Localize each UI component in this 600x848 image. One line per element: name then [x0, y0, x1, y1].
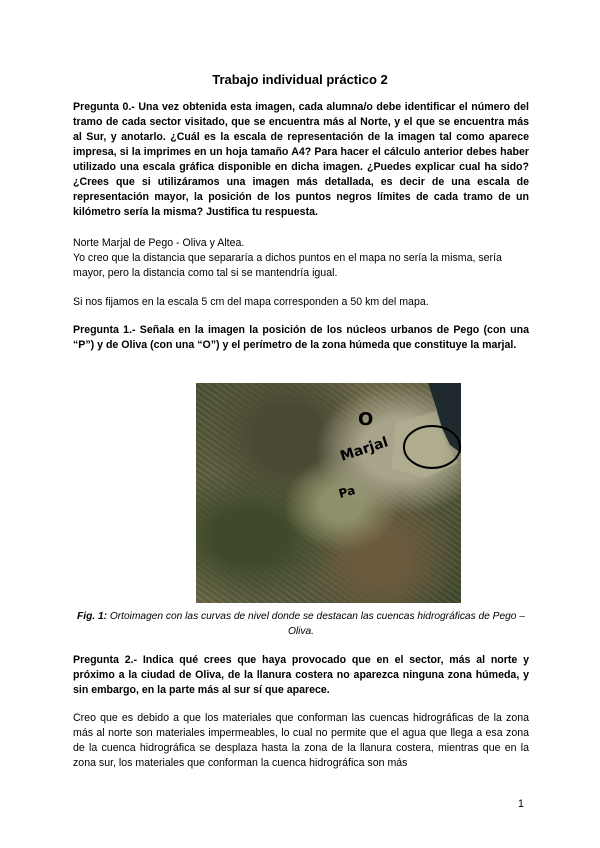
orthoimage-map	[196, 383, 461, 603]
document-title: Trabajo individual práctico 2	[212, 72, 388, 87]
answer-0-line-1: Norte Marjal de Pego - Oliva y Altea.	[73, 237, 245, 249]
pego-mark: Pa	[337, 483, 357, 501]
answer-2: Creo que es debido a que los materiales que conforman las cuencas hidrográficas de la zona más al norte son materiales impermeables, lo cual no permite que el agua que llega a esa zona de la cuenca hidrográfica se desplaza hasta la zona de la llanura costera, mientras que en la zona sur, los materiales que conforman la cuenca hidrográfica son más	[73, 712, 529, 769]
page-number: 1	[518, 798, 524, 810]
question-1-text: Señala en la imagen la posición de los núcleos urbanos de Pego (con una “P”) y de Oliva (con una “O”) y el perímetro de la zona húmeda que constituye la marjal.	[73, 324, 529, 351]
figure-caption-label: Fig. 1:	[77, 611, 108, 622]
answer-0-line-3: Si nos fijamos en la escala 5 cm del mapa corresponden a 50 km del mapa.	[73, 296, 429, 308]
question-0-label: Pregunta 0.-	[73, 101, 135, 113]
map-overlay	[196, 383, 461, 603]
question-1	[73, 323, 529, 353]
question-0-text: Una vez obtenida esta imagen, cada alumna/o debe identificar el número del tramo de cada sector visitado, que se encuentra más al Norte, y el que se encuentra más al Sur, y anotarlo. ¿Cuál es la escala de representación de la imagen tal como aparece impresa, si la imprimes en un hoja tamaño A4? Para hacer el cálculo anterior debes haber utilizado una escala gráfica disponible en dicha imagen. ¿Puedes explicar cual ha sido? ¿Crees que si utilizáramos una imagen más detallada, es decir de una escala de representación mayor, la posición de los puntos negros límites de cada tramo de un kilómetro sería la misma? Justifica tu respuesta.	[73, 101, 529, 218]
question-0	[73, 100, 529, 220]
question-2	[73, 653, 529, 698]
answer-0-line-2: Yo creo que la distancia que separaría a dichos puntos en el mapa no sería la misma, sería mayor, pero la distancia como tal si se mantendría igual.	[73, 252, 502, 279]
marjal-label: Marjal	[338, 434, 391, 465]
question-2-text: Indica qué crees que haya provocado que en el sector, más al norte y próximo a la ciudad de Oliva, de la llanura costera no aparezca ninguna zona húmeda, y sin embargo, en la parte más al sur sí que aparece.	[73, 654, 529, 696]
question-2-label: Pregunta 2.-	[73, 654, 138, 666]
oliva-mark: O	[358, 409, 374, 430]
figure-caption-text: Ortoimagen con las curvas de nivel donde se destacan las cuencas hidrográficas de Pego – Oliva.	[107, 611, 525, 637]
figure-caption	[73, 609, 529, 639]
question-1-label: Pregunta 1.-	[73, 324, 136, 336]
